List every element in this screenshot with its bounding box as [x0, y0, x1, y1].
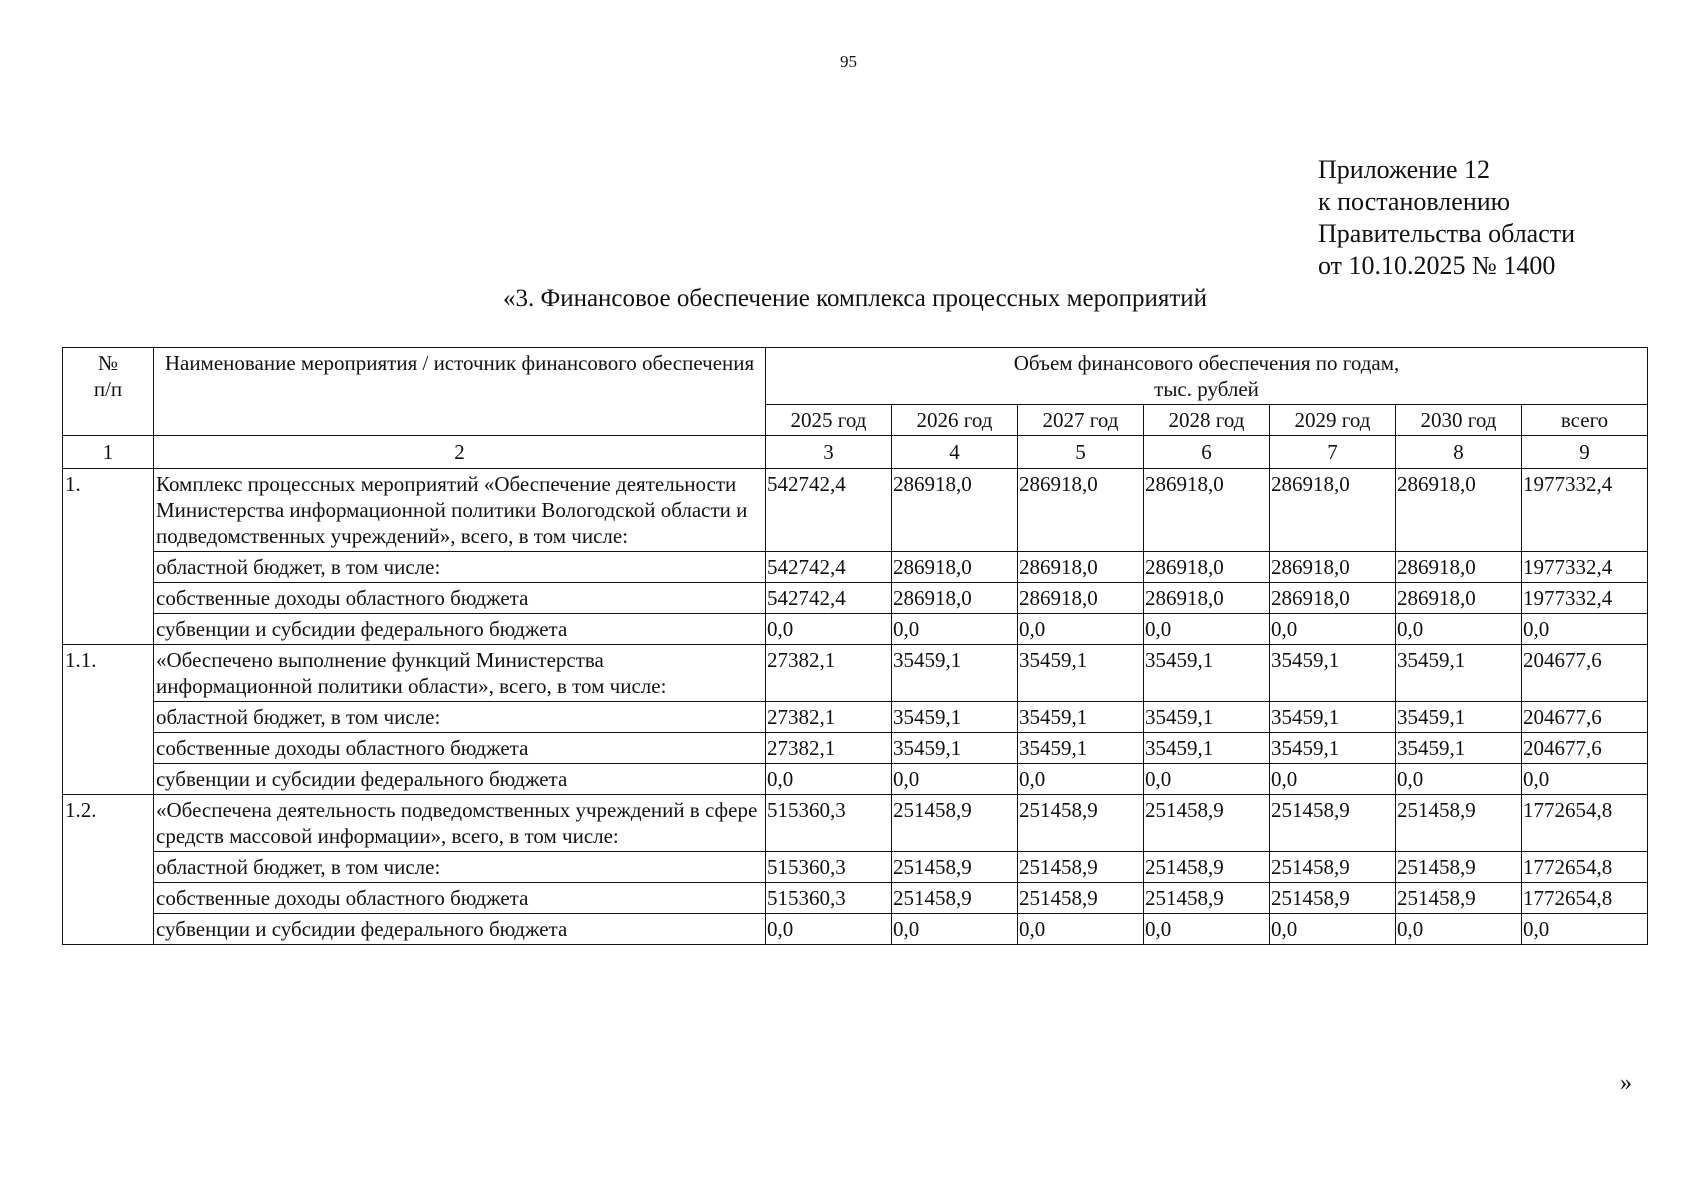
- value-cell: 286918,0: [1270, 552, 1396, 583]
- column-number: 4: [892, 436, 1018, 469]
- value-cell: 27382,1: [766, 645, 892, 702]
- value-cell: 0,0: [766, 614, 892, 645]
- value-cell: 0,0: [1522, 764, 1648, 795]
- value-cell: 0,0: [1018, 614, 1144, 645]
- column-number: 6: [1144, 436, 1270, 469]
- table-row: [63, 795, 1648, 852]
- value-cell: 204677,6: [1522, 645, 1648, 702]
- row-name: областной бюджет, в том числе:: [154, 702, 766, 733]
- value-cell: 204677,6: [1522, 733, 1648, 764]
- value-cell: 286918,0: [1396, 552, 1522, 583]
- table-row: [63, 469, 1648, 552]
- value-cell: 286918,0: [1270, 469, 1396, 552]
- page-number: 95: [840, 52, 857, 71]
- value-cell: 515360,3: [766, 795, 892, 852]
- header-year: 2027 год: [1018, 405, 1144, 436]
- value-cell: 1772654,8: [1522, 852, 1648, 883]
- value-cell: 251458,9: [1144, 795, 1270, 852]
- appendix-line: к постановлению: [1318, 187, 1511, 216]
- value-cell: 0,0: [1396, 764, 1522, 795]
- value-cell: 1977332,4: [1522, 552, 1648, 583]
- column-number: 8: [1396, 436, 1522, 469]
- value-cell: 286918,0: [1144, 469, 1270, 552]
- table-row: [63, 852, 1648, 883]
- value-cell: 35459,1: [1270, 645, 1396, 702]
- value-cell: 27382,1: [766, 702, 892, 733]
- value-cell: 0,0: [892, 614, 1018, 645]
- row-name: Комплекс процессных мероприятий «Обеспечение деятельности Министерства информационной политики Вологодской области и подведомственных учреждений», всего, в том числе:: [154, 469, 766, 552]
- row-number: 1.: [63, 469, 154, 645]
- header-year: 2030 год: [1396, 405, 1522, 436]
- column-number: 3: [766, 436, 892, 469]
- value-cell: 35459,1: [1396, 733, 1522, 764]
- value-cell: 0,0: [1018, 764, 1144, 795]
- value-cell: 1977332,4: [1522, 469, 1648, 552]
- header-year: 2028 год: [1144, 405, 1270, 436]
- value-cell: 542742,4: [766, 583, 892, 614]
- value-cell: 0,0: [1396, 914, 1522, 945]
- value-cell: 251458,9: [1270, 852, 1396, 883]
- row-name: «Обеспечено выполнение функций Министерства информационной политики области», всего, в том числе:: [154, 645, 766, 702]
- value-cell: 542742,4: [766, 552, 892, 583]
- appendix-line: Правительства области: [1318, 219, 1576, 248]
- value-cell: 251458,9: [1144, 883, 1270, 914]
- value-cell: 286918,0: [1144, 583, 1270, 614]
- value-cell: 286918,0: [1018, 583, 1144, 614]
- column-number: 7: [1270, 436, 1396, 469]
- value-cell: 35459,1: [1396, 702, 1522, 733]
- value-cell: 0,0: [892, 764, 1018, 795]
- column-number: 5: [1018, 436, 1144, 469]
- value-cell: 251458,9: [892, 852, 1018, 883]
- row-name: субвенции и субсидии федерального бюджета: [154, 914, 766, 945]
- value-cell: 0,0: [1144, 614, 1270, 645]
- value-cell: 204677,6: [1522, 702, 1648, 733]
- value-cell: 0,0: [1270, 764, 1396, 795]
- value-cell: 35459,1: [892, 702, 1018, 733]
- row-name: «Обеспечена деятельность подведомственных учреждений в сфере средств массовой информации», всего, в том числе:: [154, 795, 766, 852]
- value-cell: 0,0: [1396, 614, 1522, 645]
- value-cell: 35459,1: [1396, 645, 1522, 702]
- document-title: «3. Финансовое обеспечение комплекса процессных мероприятий: [502, 285, 1208, 312]
- table-row: [63, 883, 1648, 914]
- value-cell: 0,0: [1144, 764, 1270, 795]
- value-cell: 286918,0: [892, 469, 1018, 552]
- row-name: областной бюджет, в том числе:: [154, 552, 766, 583]
- value-cell: 286918,0: [1396, 583, 1522, 614]
- table-row: [63, 702, 1648, 733]
- value-cell: 251458,9: [1018, 795, 1144, 852]
- closing-quote: »: [1620, 1070, 1632, 1096]
- value-cell: 35459,1: [1144, 733, 1270, 764]
- value-cell: 35459,1: [892, 733, 1018, 764]
- column-number: 9: [1522, 436, 1648, 469]
- header-year: 2025 год: [766, 405, 892, 436]
- value-cell: 0,0: [892, 914, 1018, 945]
- value-cell: 0,0: [1144, 914, 1270, 945]
- value-cell: 251458,9: [1396, 883, 1522, 914]
- row-number: 1.2.: [63, 795, 154, 945]
- value-cell: 35459,1: [1270, 733, 1396, 764]
- value-cell: 0,0: [1522, 914, 1648, 945]
- value-cell: 251458,9: [1396, 852, 1522, 883]
- value-cell: 286918,0: [1144, 552, 1270, 583]
- value-cell: 542742,4: [766, 469, 892, 552]
- table-row: [63, 614, 1648, 645]
- value-cell: 35459,1: [1018, 733, 1144, 764]
- value-cell: 251458,9: [1396, 795, 1522, 852]
- value-cell: 251458,9: [1270, 883, 1396, 914]
- value-cell: 1772654,8: [1522, 883, 1648, 914]
- value-cell: 251458,9: [1018, 883, 1144, 914]
- value-cell: 0,0: [766, 764, 892, 795]
- value-cell: 286918,0: [892, 583, 1018, 614]
- value-cell: 35459,1: [1144, 702, 1270, 733]
- value-cell: 251458,9: [892, 883, 1018, 914]
- value-cell: 251458,9: [1018, 852, 1144, 883]
- value-cell: 35459,1: [1018, 645, 1144, 702]
- header-year: 2029 год: [1270, 405, 1396, 436]
- value-cell: 515360,3: [766, 852, 892, 883]
- financing-table: [62, 347, 1648, 945]
- appendix-block: [1318, 154, 1575, 282]
- value-cell: 251458,9: [1270, 795, 1396, 852]
- row-name: субвенции и субсидии федерального бюджета: [154, 614, 766, 645]
- table-row: [63, 552, 1648, 583]
- row-name: собственные доходы областного бюджета: [154, 583, 766, 614]
- table-row: [63, 583, 1648, 614]
- header-year: 2026 год: [892, 405, 1018, 436]
- row-name: субвенции и субсидии федерального бюджета: [154, 764, 766, 795]
- value-cell: 27382,1: [766, 733, 892, 764]
- value-cell: 35459,1: [892, 645, 1018, 702]
- value-cell: 0,0: [766, 914, 892, 945]
- value-cell: 286918,0: [1018, 469, 1144, 552]
- row-name: собственные доходы областного бюджета: [154, 883, 766, 914]
- value-cell: 35459,1: [1270, 702, 1396, 733]
- value-cell: 515360,3: [766, 883, 892, 914]
- value-cell: 0,0: [1522, 614, 1648, 645]
- row-number: 1.1.: [63, 645, 154, 795]
- value-cell: 1977332,4: [1522, 583, 1648, 614]
- table-row: [63, 764, 1648, 795]
- value-cell: 286918,0: [1396, 469, 1522, 552]
- column-number: 2: [154, 436, 766, 469]
- header-volume: Объем финансового обеспечения по годам, тыс. рублей: [766, 348, 1648, 405]
- header-no: № п/п: [63, 348, 154, 436]
- value-cell: 0,0: [1270, 614, 1396, 645]
- table-row: [63, 733, 1648, 764]
- table-row: [63, 914, 1648, 945]
- value-cell: 251458,9: [892, 795, 1018, 852]
- column-numbers-row: [63, 436, 1648, 469]
- value-cell: 35459,1: [1144, 645, 1270, 702]
- header-year: всего: [1522, 405, 1648, 436]
- table-row: [63, 645, 1648, 702]
- value-cell: 0,0: [1018, 914, 1144, 945]
- appendix-line: Приложение 12: [1318, 155, 1491, 184]
- value-cell: 286918,0: [892, 552, 1018, 583]
- value-cell: 286918,0: [1018, 552, 1144, 583]
- value-cell: 0,0: [1270, 914, 1396, 945]
- row-name: областной бюджет, в том числе:: [154, 852, 766, 883]
- column-number: 1: [63, 436, 154, 469]
- value-cell: 286918,0: [1270, 583, 1396, 614]
- header-name: Наименование мероприятия / источник финансового обеспечения: [154, 348, 766, 436]
- row-name: собственные доходы областного бюджета: [154, 733, 766, 764]
- appendix-line: от 10.10.2025 № 1400: [1318, 251, 1556, 280]
- value-cell: 35459,1: [1018, 702, 1144, 733]
- value-cell: 1772654,8: [1522, 795, 1648, 852]
- value-cell: 251458,9: [1144, 852, 1270, 883]
